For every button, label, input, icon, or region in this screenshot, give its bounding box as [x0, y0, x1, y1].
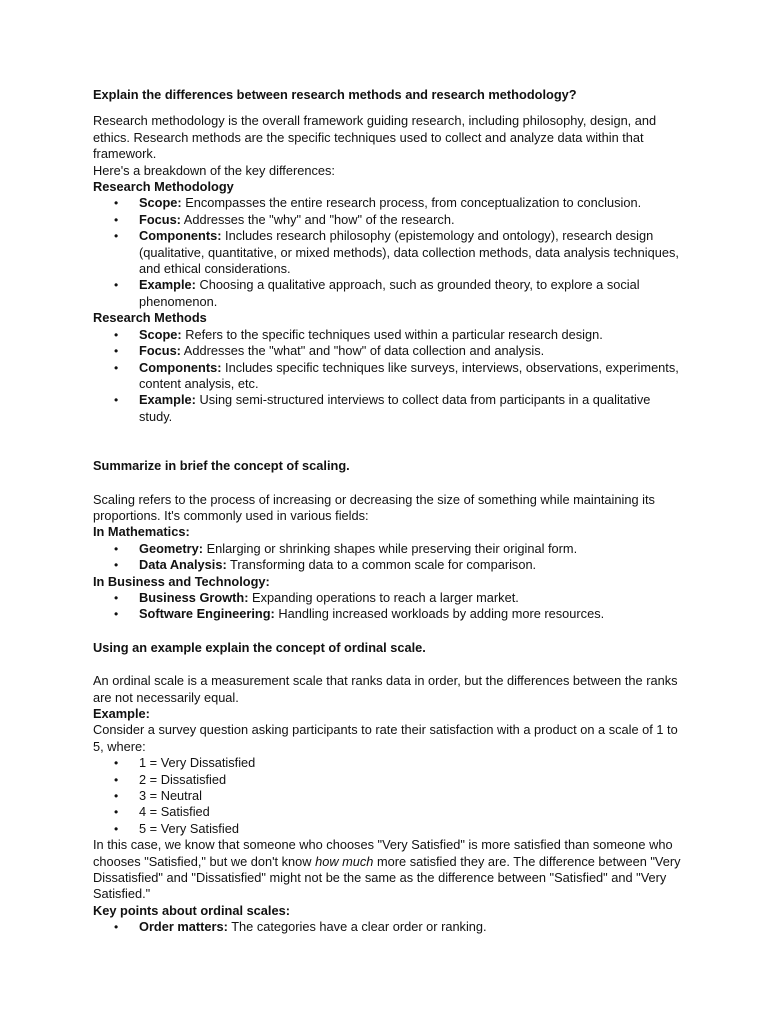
question-2-title: Summarize in brief the concept of scaling. — [93, 458, 350, 474]
methods-list — [93, 327, 683, 425]
item-text: Handling increased workloads by adding more resources. — [274, 606, 605, 622]
list-item — [93, 360, 683, 393]
methodology-list — [93, 195, 683, 310]
q3-intro: An ordinal scale is a measurement scale that ranks data in order, but the differences between the ranks are not necessarily equal. — [93, 673, 678, 705]
list-item — [93, 195, 683, 211]
item-label: Business Growth: — [139, 589, 249, 605]
explain-emphasis: how much — [315, 853, 374, 869]
bullet-icon: • — [114, 772, 119, 787]
list-item — [93, 772, 683, 788]
item-text: 5 = Very Satisfied — [139, 820, 239, 836]
math-heading: In Mathematics: — [93, 524, 190, 540]
item-label: Components: — [139, 359, 222, 375]
list-item — [93, 755, 683, 771]
item-text: The categories have a clear order or ranking. — [227, 919, 487, 935]
item-text: Addresses the "why" and "how" of the research. — [180, 211, 455, 227]
item-label: Scope: — [139, 195, 182, 211]
item-label: Data Analysis: — [139, 557, 227, 573]
list-item — [93, 788, 683, 804]
business-heading: In Business and Technology: — [93, 573, 270, 589]
item-text: Addresses the "what" and "how" of data collection and analysis. — [180, 343, 545, 359]
explain-part-2: more satisfied they are. The difference between "Very Dissatisfied" and "Dissatisfied" might not be the same as the difference between "Satisfied" and "Very Satisfied." — [93, 853, 681, 902]
bullet-icon: • — [114, 789, 119, 804]
bullet-icon: • — [114, 196, 119, 211]
list-item — [93, 606, 683, 622]
question-1-title: Explain the differences between research methods and research methodology? — [93, 87, 577, 102]
bullet-icon: • — [114, 607, 119, 622]
item-label: Focus: — [139, 343, 181, 359]
item-text: 1 = Very Dissatisfied — [139, 755, 256, 771]
key-points-list — [93, 919, 683, 935]
bullet-icon: • — [114, 212, 119, 227]
methods-heading: Research Methods — [93, 310, 207, 326]
methodology-heading: Research Methodology — [93, 179, 234, 195]
bullet-icon: • — [114, 756, 119, 771]
list-item — [93, 590, 683, 606]
item-label: Example: — [139, 277, 196, 293]
document-body — [93, 87, 683, 936]
item-label: Components: — [139, 228, 222, 244]
item-label: Order matters: — [139, 919, 228, 935]
bullet-icon: • — [114, 278, 119, 293]
item-text: Enlarging or shrinking shapes while preserving their original form. — [203, 540, 578, 556]
bullet-icon: • — [114, 344, 119, 359]
list-item — [93, 343, 683, 359]
item-text: Expanding operations to reach a larger market. — [248, 589, 519, 605]
q1-breakdown: Here's a breakdown of the key differences: — [93, 162, 335, 178]
list-item — [93, 327, 683, 343]
list-item — [93, 392, 683, 425]
list-item — [93, 277, 683, 310]
bullet-icon: • — [114, 327, 119, 342]
list-item — [93, 541, 683, 557]
item-text: Using semi-structured interviews to collect data from participants in a qualitative study. — [139, 392, 651, 424]
bullet-icon: • — [114, 541, 119, 556]
explain-part-1: In this case, we know that someone who chooses "Very Satisfied" is more satisfied than someone who chooses "Satisfied," but we don't know — [93, 837, 673, 869]
bullet-icon: • — [114, 590, 119, 605]
scale-list — [93, 755, 683, 837]
item-label: Software Engineering: — [139, 606, 275, 622]
bullet-icon: • — [114, 821, 119, 836]
math-list — [93, 541, 683, 574]
bullet-icon: • — [114, 805, 119, 820]
bullet-icon: • — [114, 558, 119, 573]
item-label: Geometry: — [139, 540, 204, 556]
list-item — [93, 821, 683, 837]
item-text: Includes research philosophy (epistemology and ontology), research design (qualitative, quantitative, or mixed methods), data collection methods, data analysis techniques, and ethical considerations. — [139, 228, 679, 277]
item-text: Transforming data to a common scale for comparison. — [226, 557, 537, 573]
list-item — [93, 919, 683, 935]
item-text: Choosing a qualitative approach, such as grounded theory, to explore a social phenomenon. — [139, 277, 640, 309]
bullet-icon: • — [114, 360, 119, 375]
bullet-icon: • — [114, 920, 119, 935]
question-3-title: Using an example explain the concept of ordinal scale. — [93, 639, 426, 655]
item-text: Encompasses the entire research process, from conceptualization to conclusion. — [181, 195, 642, 211]
key-points-heading: Key points about ordinal scales: — [93, 902, 290, 918]
item-text: 2 = Dissatisfied — [139, 771, 227, 787]
item-text: 4 = Satisfied — [139, 804, 210, 820]
list-item — [93, 804, 683, 820]
item-text: 3 = Neutral — [139, 788, 202, 804]
bullet-icon: • — [114, 229, 119, 244]
q2-intro: Scaling refers to the process of increasing or decreasing the size of something while maintaining its proportions. It's commonly used in various fields: — [93, 491, 655, 523]
bullet-icon: • — [114, 393, 119, 408]
item-text: Includes specific techniques like surveys, interviews, observations, experiments, content analysis, etc. — [139, 359, 679, 391]
example-text: Consider a survey question asking participants to rate their satisfaction with a product on a scale of 1 to 5, where: — [93, 722, 678, 754]
item-label: Example: — [139, 392, 196, 408]
example-heading: Example: — [93, 706, 150, 721]
ordinal-explanation — [93, 837, 683, 903]
business-list — [93, 590, 683, 623]
item-text: Refers to the specific techniques used within a particular research design. — [181, 326, 603, 342]
list-item — [93, 557, 683, 573]
q1-intro: Research methodology is the overall framework guiding research, including philosophy, design, and ethics. Research methods are the specific techniques used to collect and analyze data within that framework. — [93, 113, 657, 162]
list-item — [93, 228, 683, 277]
list-item — [93, 212, 683, 228]
item-label: Scope: — [139, 326, 182, 342]
item-label: Focus: — [139, 211, 181, 227]
